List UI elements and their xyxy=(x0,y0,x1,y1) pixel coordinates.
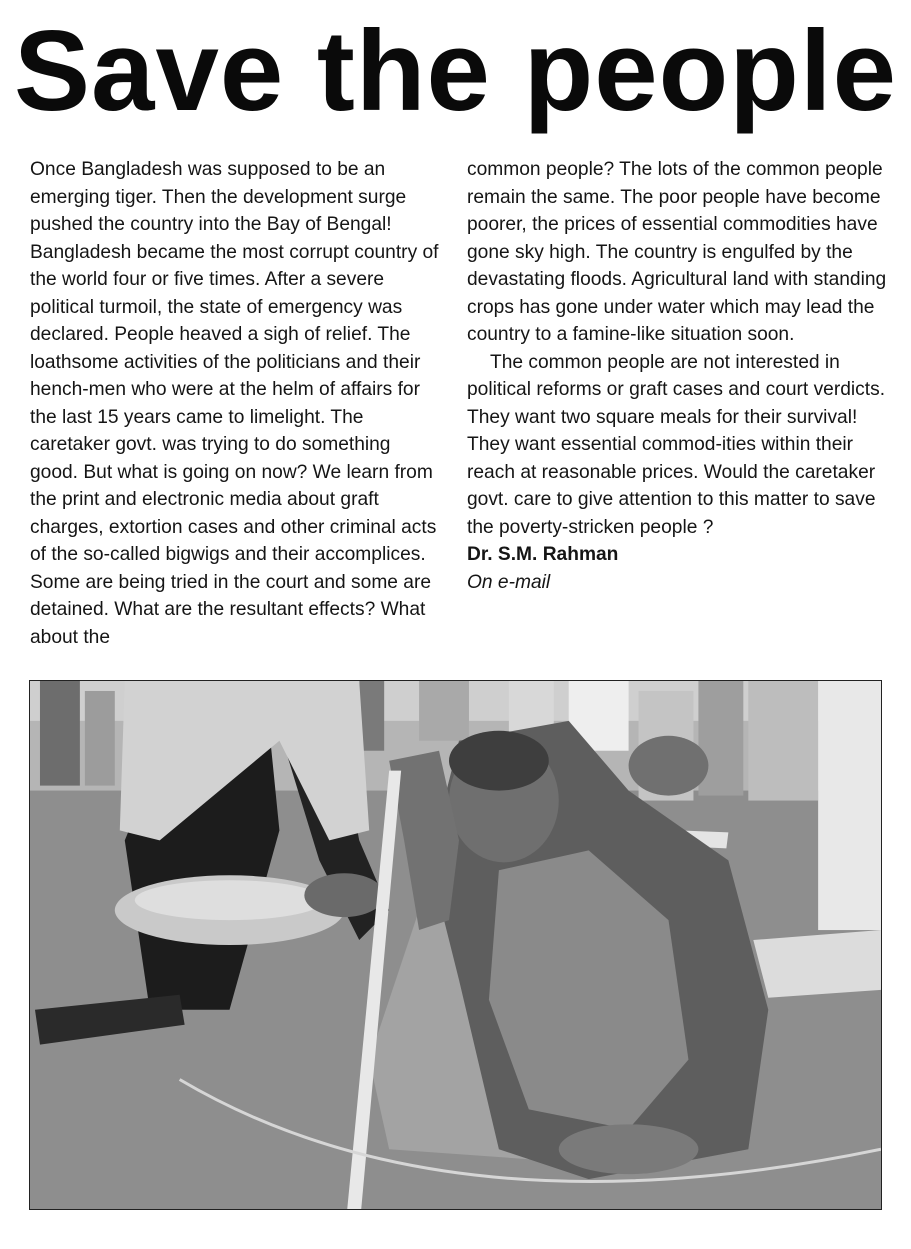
article-column-right xyxy=(467,156,887,596)
author-source: On e-mail xyxy=(467,571,551,593)
article-column-left xyxy=(30,156,440,651)
body-paragraph: The common people are not interested in political reforms or graft cases and court verdicts. They want two square meals for their survival! They want essential commod-ities within their reach at reasonable prices. Would the caretaker govt. care to give attention to this matter to save the poverty-stricken people ? xyxy=(467,351,886,538)
photo-illustration xyxy=(30,681,881,1209)
news-photo xyxy=(29,680,882,1210)
headline: Save the people xyxy=(14,8,897,135)
author-name: Dr. S.M. Rahman xyxy=(467,544,619,565)
body-paragraph: Once Bangladesh was supposed to be an emerging tiger. Then the development surge pushed the country into the Bay of Bengal! Bangladesh became the most corrupt country of the world four or five times. After a severe political turmoil, the state of emergency was declared. People heaved a sigh of relief. The loathsome activities of the politicians and their hench-men who were at the helm of affairs for the last 15 years came to limelight. The caretaker govt. was trying to do something good. But what is going on now? We learn from the print and electronic media about graft charges, extortion cases and other criminal acts of the so-called bigwigs and their accomplices. Some are being tried in the court and some are detained. What are the resultant effects? What about the xyxy=(30,159,439,648)
body-paragraph: common people? The lots of the common people remain the same. The poor people have become poorer, the prices of essential commodities have gone sky high. The country is engulfed by the devastating floods. Agricultural land with standing crops has gone under water which may lead the country to a famine-like situation soon. xyxy=(467,159,887,345)
